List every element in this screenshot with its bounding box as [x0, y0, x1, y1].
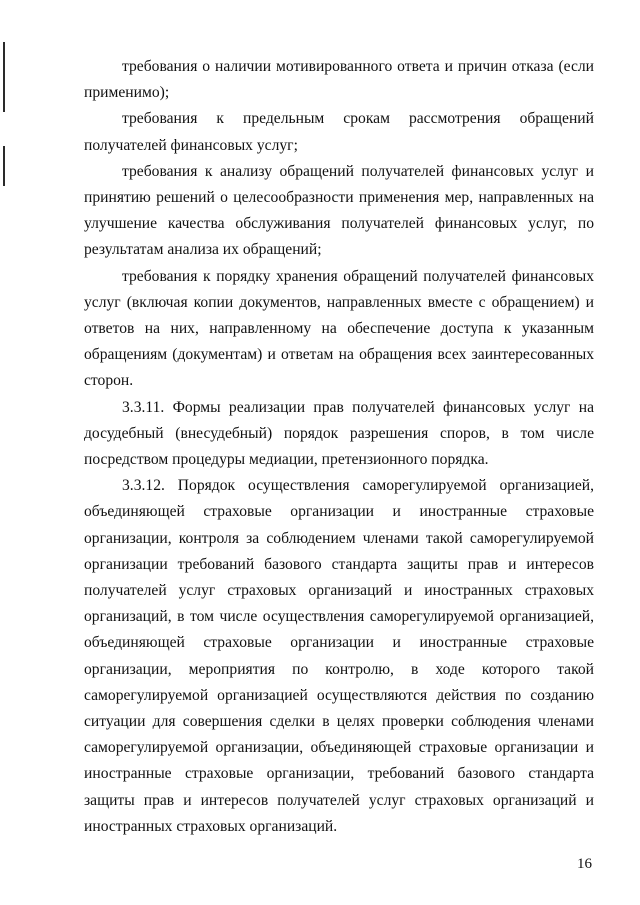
document-body — [84, 54, 594, 840]
paragraph-requirement-storage: требования к порядку хранения обращений получателей финансовых услуг (включая копии документов, направленных вместе с обращением) и ответов на них, направленному на обеспечение доступа к указанным обращениям (документам) и ответам на обращения всех заинтересованных сторон. — [84, 267, 594, 390]
paragraph-section-3-3-11: 3.3.11. Формы реализации прав получателей финансовых услуг на досудебный (внесудебный) порядок разрешения споров, в том числе посредством процедуры медиации, претензионного порядка. — [84, 398, 594, 469]
page-number: 16 — [577, 856, 592, 872]
paragraph-section-3-3-12: 3.3.12. Порядок осуществления саморегулируемой организацией, объединяющей страховые организации и иностранные страховые организации, контроля за соблюдением членами такой саморегулируемой организации требований базового стандарта защиты прав и интересов получателей услуг страховых организаций и иностранных страховых организаций, в том числе осуществления саморегулируемой организацией, объединяющей страховые организации и иностранные страховые организации, мероприятия по контролю, в ходе которого такой саморегулируемой организацией осуществляются действия по созданию ситуации для совершения сделки в целях проверки соблюдения членами саморегулируемой организации, объединяющей страховые организации и иностранные страховые организации, требований базового стандарта защиты прав и интересов получателей услуг страховых организаций и иностранных страховых организаций. — [84, 477, 594, 835]
paragraph-requirement-analysis: требования к анализу обращений получателей финансовых услуг и принятию решений о целесообразности применения мер, направленных на улучшение качества обслуживания получателей финансовых услуг, по результатам анализа их обращений; — [84, 162, 594, 259]
paragraph-requirement-motivated-answer: требования о наличии мотивированного ответа и причин отказа (если применимо); — [84, 58, 594, 102]
scan-edge-mark — [3, 42, 5, 112]
scan-edge-mark — [3, 146, 5, 186]
paragraph-requirement-deadlines: требования к предельным срокам рассмотрения обращений получателей финансовых услуг; — [84, 110, 594, 154]
